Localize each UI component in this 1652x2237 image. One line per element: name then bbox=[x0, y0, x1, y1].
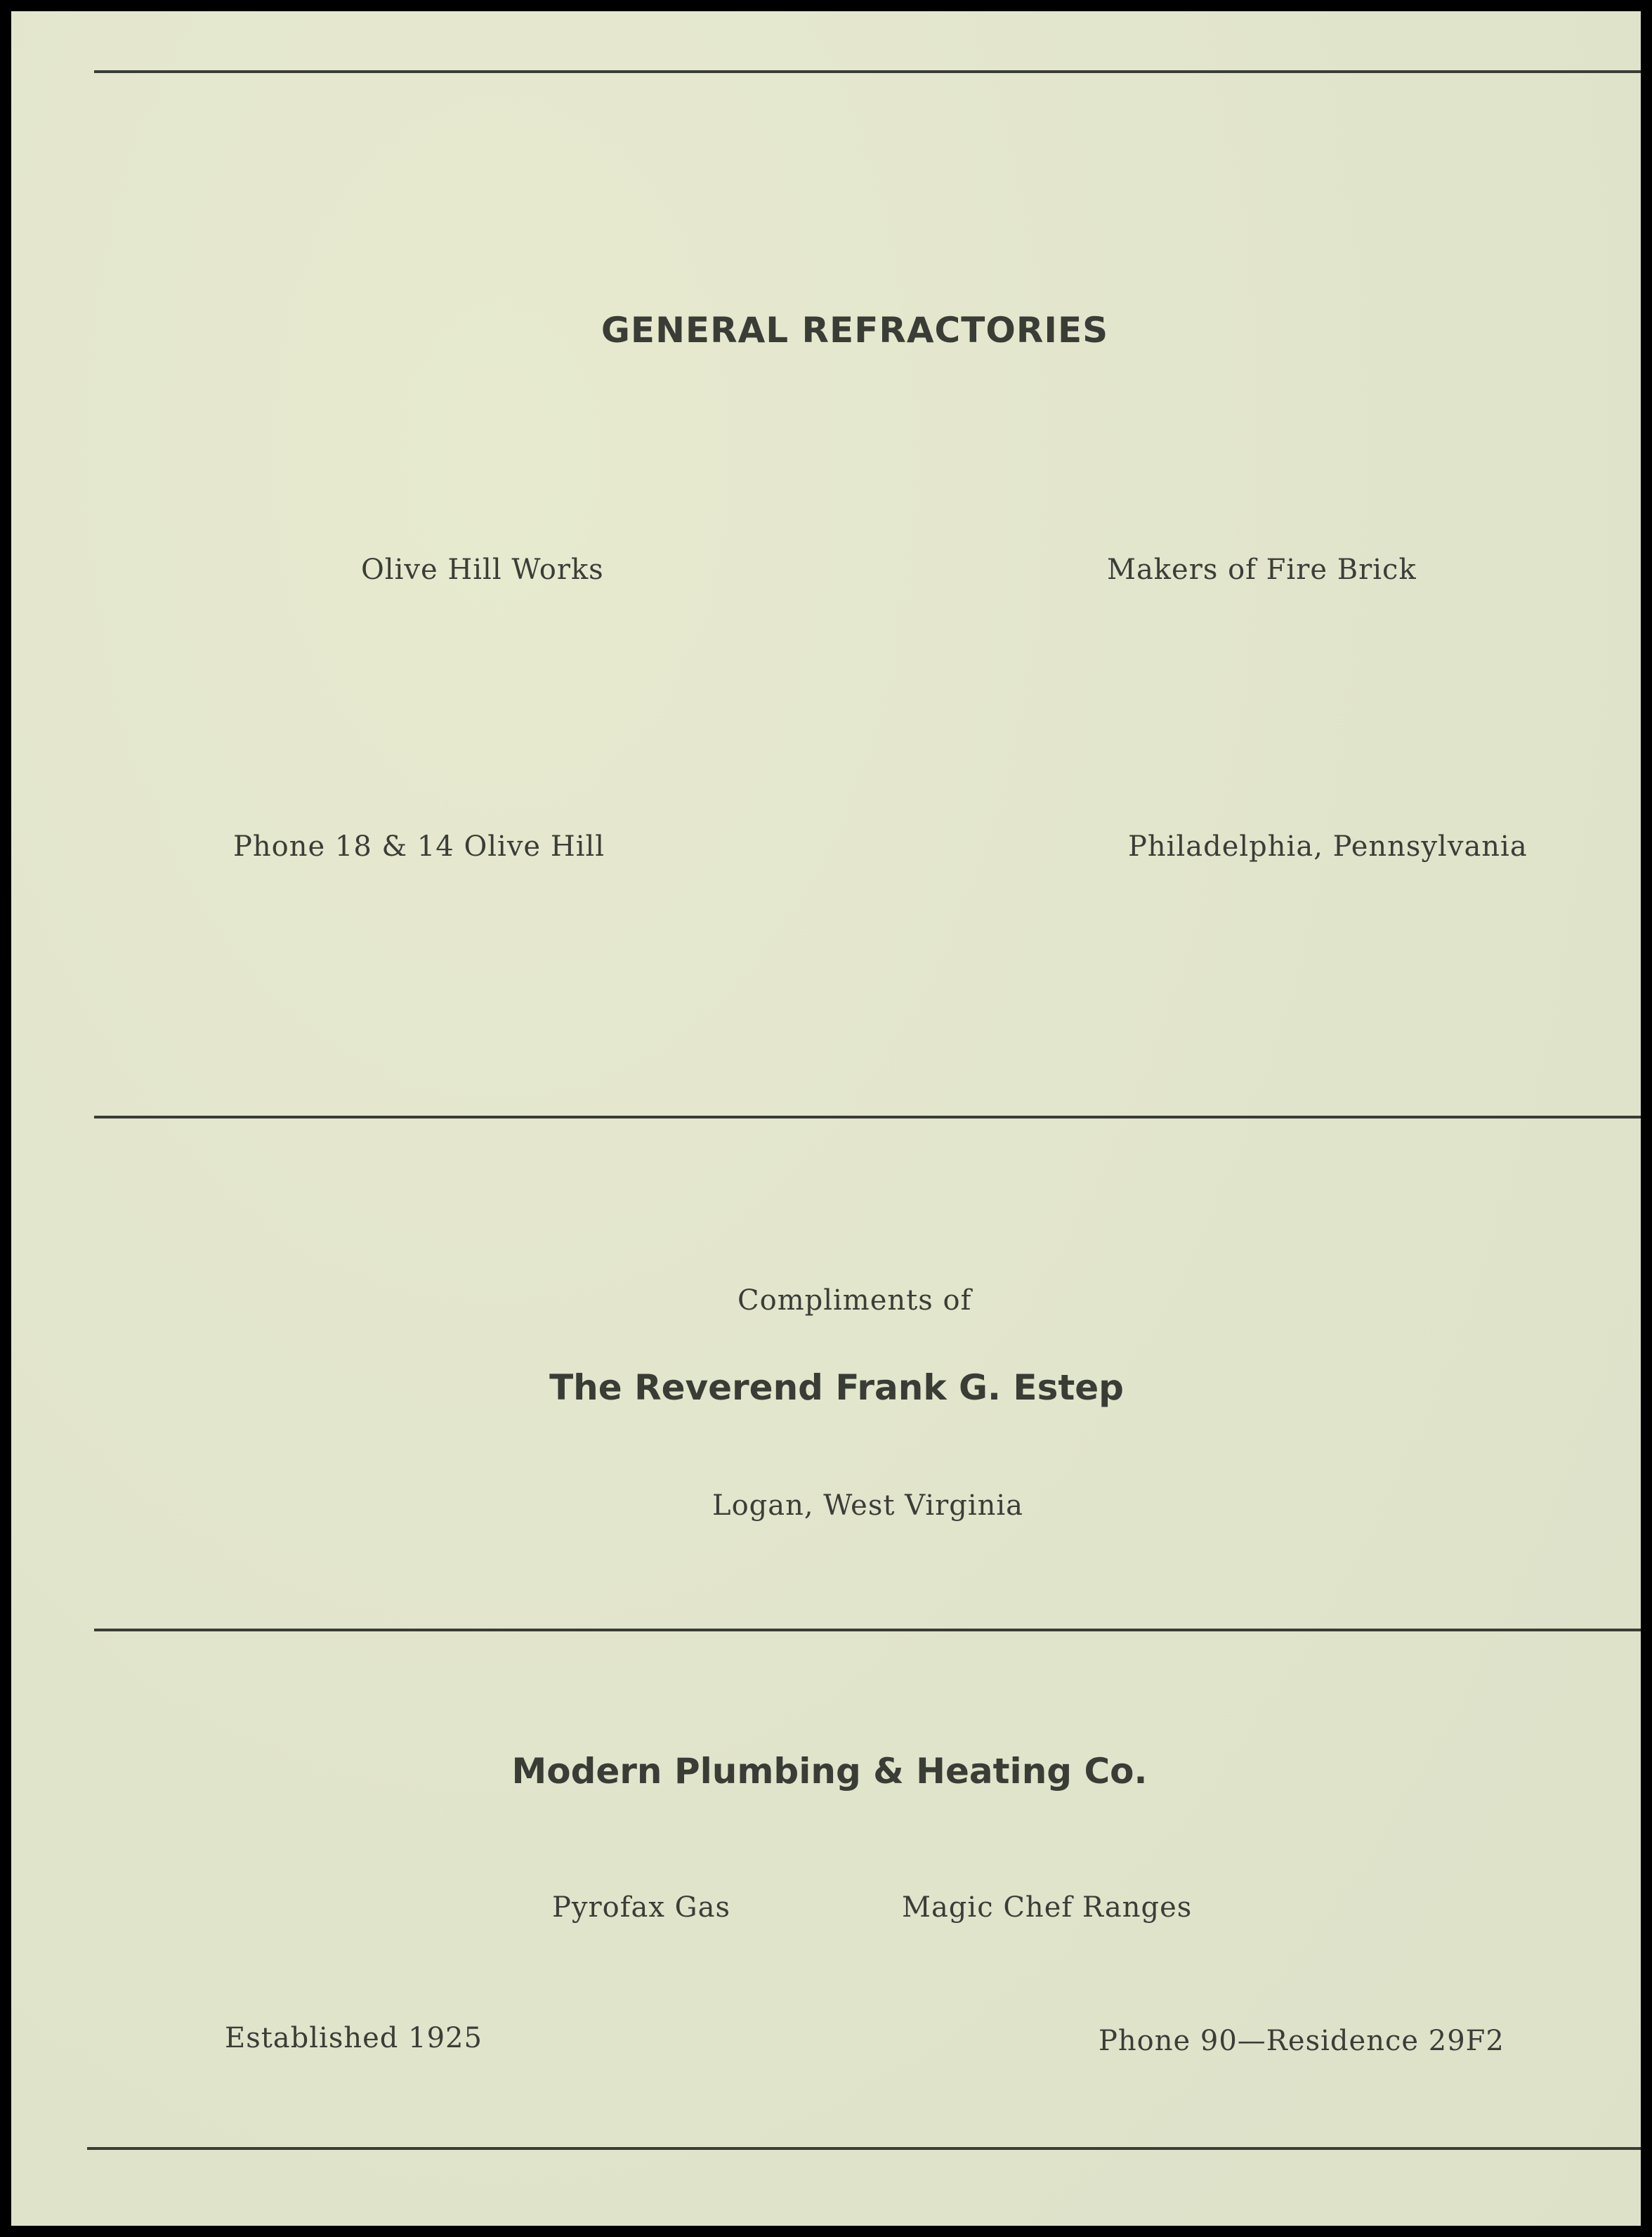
magic-chef-ranges: Magic Chef Ranges bbox=[902, 1891, 1193, 1924]
reverend-name: The Reverend Frank G. Estep bbox=[549, 1367, 1124, 1408]
makers-of-fire-brick: Makers of Fire Brick bbox=[1107, 554, 1417, 586]
divider-bottom bbox=[87, 2147, 1641, 2150]
established-year: Established 1925 bbox=[225, 2022, 483, 2054]
compliments-of: Compliments of bbox=[738, 1284, 972, 1317]
olive-hill-works: Olive Hill Works bbox=[361, 554, 604, 586]
divider-2 bbox=[94, 1629, 1641, 1631]
philadelphia-address: Philadelphia, Pennsylvania bbox=[1128, 830, 1528, 863]
phone-residence: Phone 90—Residence 29F2 bbox=[1099, 2025, 1504, 2057]
pyrofax-gas: Pyrofax Gas bbox=[552, 1891, 730, 1924]
general-refractories-title: GENERAL REFRACTORIES bbox=[601, 310, 1109, 351]
logan-location: Logan, West Virginia bbox=[712, 1489, 1024, 1522]
modern-plumbing-title: Modern Plumbing & Heating Co. bbox=[511, 1751, 1148, 1792]
divider-top bbox=[94, 70, 1641, 73]
ad-page bbox=[11, 11, 1641, 2226]
divider-1 bbox=[94, 1116, 1641, 1118]
phone-olive-hill: Phone 18 & 14 Olive Hill bbox=[233, 830, 605, 863]
